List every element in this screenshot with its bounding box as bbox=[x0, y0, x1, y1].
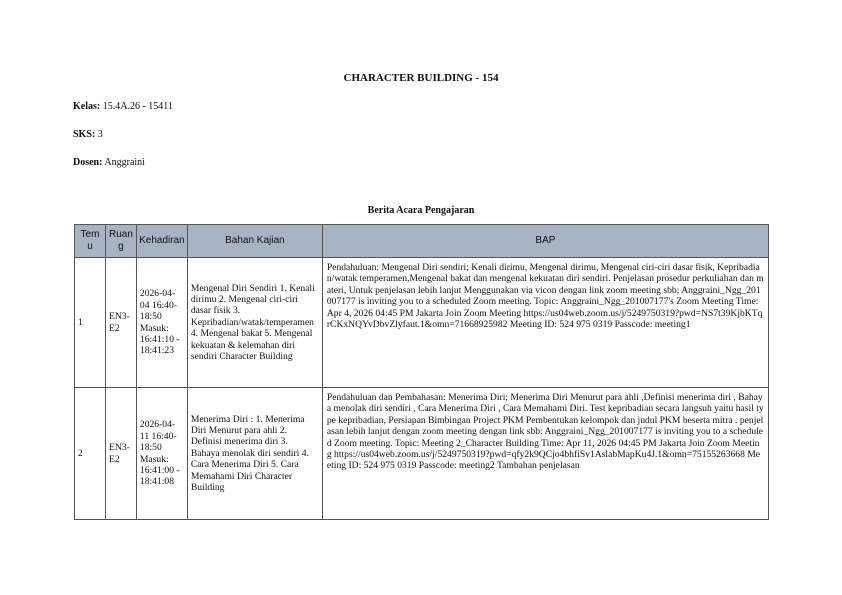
table-row bbox=[75, 388, 769, 520]
dosen-label: Dosen: bbox=[73, 157, 103, 168]
header-kehadiran: Kehadiran bbox=[136, 225, 187, 258]
header-temu: Tem u bbox=[75, 225, 106, 258]
table-row bbox=[75, 258, 769, 388]
cell-kehadiran: 2026-04-11 16:40-18:50 Masuk: 16:41:00 - 18:41:08 bbox=[136, 388, 187, 520]
kelas-line bbox=[73, 101, 173, 112]
cell-bahan-kajian: Mengenal Diri Sendiri 1. Kenali dirimu 2. Mengenal ciri-ciri dasar fisik 3. Kepribadian/watak/temperamen 4. Mengenal bakat 5. Mengenal kekuatan & kelemahan diri sendiri Character Building bbox=[187, 258, 322, 388]
document-title: CHARACTER BUILDING - 154 bbox=[343, 72, 499, 84]
header-bahan-kajian: Bahan Kajian bbox=[187, 225, 322, 258]
cell-bahan-kajian: Menerima Diri : 1. Menerima Diri Menurut para ahli 2. Definisi menerima diri 3. Bahaya menolak diri sendiri 4. Cara Menerima Diri 5. Cara Memahami Diri Character Building bbox=[187, 388, 322, 520]
cell-bap: Pendahuluan: Mengenal Diri sendiri; Kenali dirimu, Mengenal dirimu, Mengenal ciri-ciri dasar fisik, Kepribadian/watak temperamen,Mengenal bakat dan mengenal kekuatan diri sendiri. Penjelasan prosedur perkuliahan dan materi, Untuk penjelasan lebih lanjut Menggunakan via vicon dengan link zoom meeting sbb; Anggraini_Ngg_201007177 is inviting you to a scheduled Zoom meeting. Topic: Anggraini_Ngg_201007177's Zoom Meeting Time: Apr 4, 2026 04:45 PM Jakarta Join Zoom Meeting https://us04web.zoom.us/j/5249750319?pwd=NS7t39KjbKTqrCKxNQYvDbvZlyfaut.1&omn=71668925982 Meeting ID: 524 975 0319 Passcode: meeting1 bbox=[322, 258, 768, 388]
kelas-label: Kelas: bbox=[73, 101, 101, 112]
dosen-value: Anggraini bbox=[102, 157, 145, 168]
sks-label: SKS: bbox=[73, 129, 96, 140]
cell-temu: 2 bbox=[75, 388, 106, 520]
cell-ruang: EN3-E2 bbox=[105, 388, 136, 520]
sks-value: 3 bbox=[95, 129, 103, 140]
bap-table bbox=[74, 224, 769, 520]
sks-line bbox=[73, 129, 103, 140]
dosen-line bbox=[73, 157, 145, 168]
header-bap: BAP bbox=[322, 225, 768, 258]
cell-ruang: EN3-E2 bbox=[105, 258, 136, 388]
table-header-row bbox=[75, 225, 769, 258]
kelas-value: 15.4A.26 - 15411 bbox=[100, 101, 173, 112]
cell-temu: 1 bbox=[75, 258, 106, 388]
cell-kehadiran: 2026-04-04 16:40-18:50 Masuk: 16:41:10 - 18:41:23 bbox=[136, 258, 187, 388]
cell-bap: Pendahuluan dan Pembahasan: Menerima Diri; Menerima Diri Menurut para ahli ,Definisi menerima diri , Bahaya menolak diri sendiri , Cara Menerima Diri , Cara Memahami Diri. Test kepribadian secara langsuh yaitu hasil type kepribadian, Persiapan Bimbingan Project PKM Pembentukan kelompok dan judul PKM beserta mitra . penjelasan lebih lanjut dengan zoom meeting dengan link sbb: Anggraini_Ngg_201007177 is inviting you to a scheduled Zoom meeting. Topic: Meeting 2_Character Building Time: Apr 11, 2026 04:45 PM Jakarta Join Zoom Meeting https://us04web.zoom.us/j/5249750319?pwd=qfy2k9QCjo4bhfiSv1AslabMapKu4J.1&omn=75155263668 Meeting ID: 524 975 0319 Passcode: meeting2 Tambahan penjelasan bbox=[322, 388, 768, 520]
header-ruang: Ruang bbox=[105, 225, 136, 258]
section-subtitle: Berita Acara Pengajaran bbox=[367, 205, 475, 216]
